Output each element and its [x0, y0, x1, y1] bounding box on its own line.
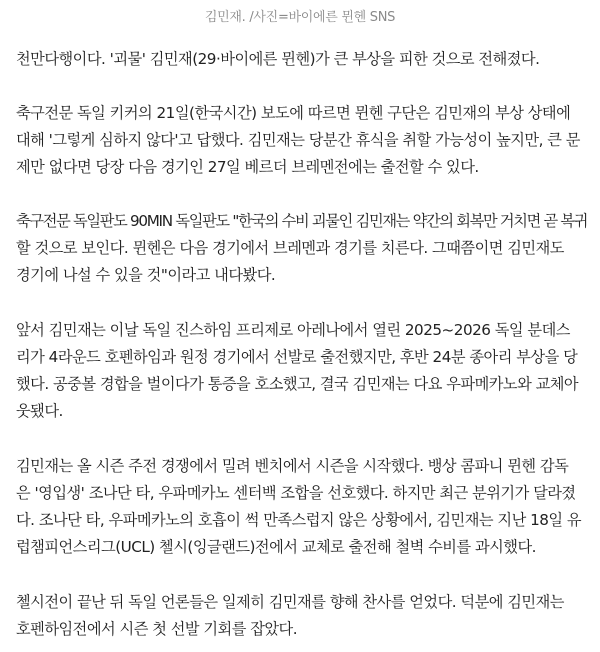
paragraph-line: 김민재는 올 시즌 주전 경쟁에서 밀려 벤치에서 시즌을 시작했다. 뱅상 콤파니 뮌헨 감독	[16, 457, 569, 475]
paragraph-line: 할 것으로 보인다. 뮌헨은 다음 경기에서 브레멘과 경기를 치른다. 그때쯤이면 김민재도	[16, 239, 564, 257]
paragraph-line: 제만 없다면 당장 다음 경기인 27일 베르더 브레멘전에는 출전할 수 있다.	[16, 158, 479, 176]
paragraph-line: 럽챔피언스리그(UCL) 첼시(잉글랜드)전에서 교체로 출전해 철벽 수비를 과시했다.	[16, 538, 536, 556]
article-paragraph-2	[16, 100, 588, 181]
paragraph-line: 은 '영입생' 조나단 타, 우파메카노 센터백 조합을 선호했다. 하지만 최근 분위기가 달라졌	[16, 484, 576, 502]
paragraph-line: 다. 조나단 타, 우파메카노의 호흡이 썩 만족스럽지 않은 상황에서, 김민재는 지난 18일 유	[16, 511, 582, 529]
article-paragraph-4	[16, 317, 588, 425]
paragraph-line: 앞서 김민재는 이날 독일 진스하임 프리제로 아레나에서 열린 2025~2026 독일 분데스	[16, 321, 570, 339]
photo-caption: 김민재. /사진=바이에른 뮌헨 SNS	[204, 10, 396, 25]
paragraph-line: 축구전문 독일 키커의 21일(한국시간) 보도에 따르면 뮌헨 구단은 김민재의 부상 상태에	[16, 104, 571, 122]
article-paragraph-3	[16, 208, 588, 289]
article-paragraph-5	[16, 453, 588, 561]
paragraph-line: 웃됐다.	[16, 402, 63, 420]
paragraph-line: 축구전문 독일판도 90MIN 독일판도 "한국의 수비 괴물인 김민재는 약간의 회복만 거치면 곧 복귀	[16, 212, 588, 230]
paragraph-line: 대해 '그렇게 심하지 않다'고 답했다. 김민재는 당분간 휴식을 취할 가능성이 높지만, 큰 문	[16, 131, 580, 149]
paragraph-line: 호펜하임전에서 시즌 첫 선발 기회를 잡았다.	[16, 620, 298, 638]
paragraph-line: 리가 4라운드 호펜하임과 원정 경기에서 선발로 출전했지만, 후반 24분 종아리 부상을 당	[16, 348, 578, 366]
article-paragraph-6	[16, 589, 588, 643]
paragraph-line: 천만다행이다. '괴물' 김민재(29·바이에른 뮌헨)가 큰 부상을 피한 것으로 전해졌다.	[16, 50, 540, 68]
paragraph-line: 했다. 공중볼 경합을 벌이다가 통증을 호소했고, 결국 김민재는 다요 우파메카노와 교체아	[16, 375, 579, 393]
paragraph-line: 경기에 나설 수 있을 것"이라고 내다봤다.	[16, 266, 276, 284]
paragraph-line: 첼시전이 끝난 뒤 독일 언론들은 일제히 김민재를 향해 찬사를 얻었다. 덕분에 김민재는	[16, 593, 564, 611]
article-paragraph-1	[16, 46, 588, 73]
